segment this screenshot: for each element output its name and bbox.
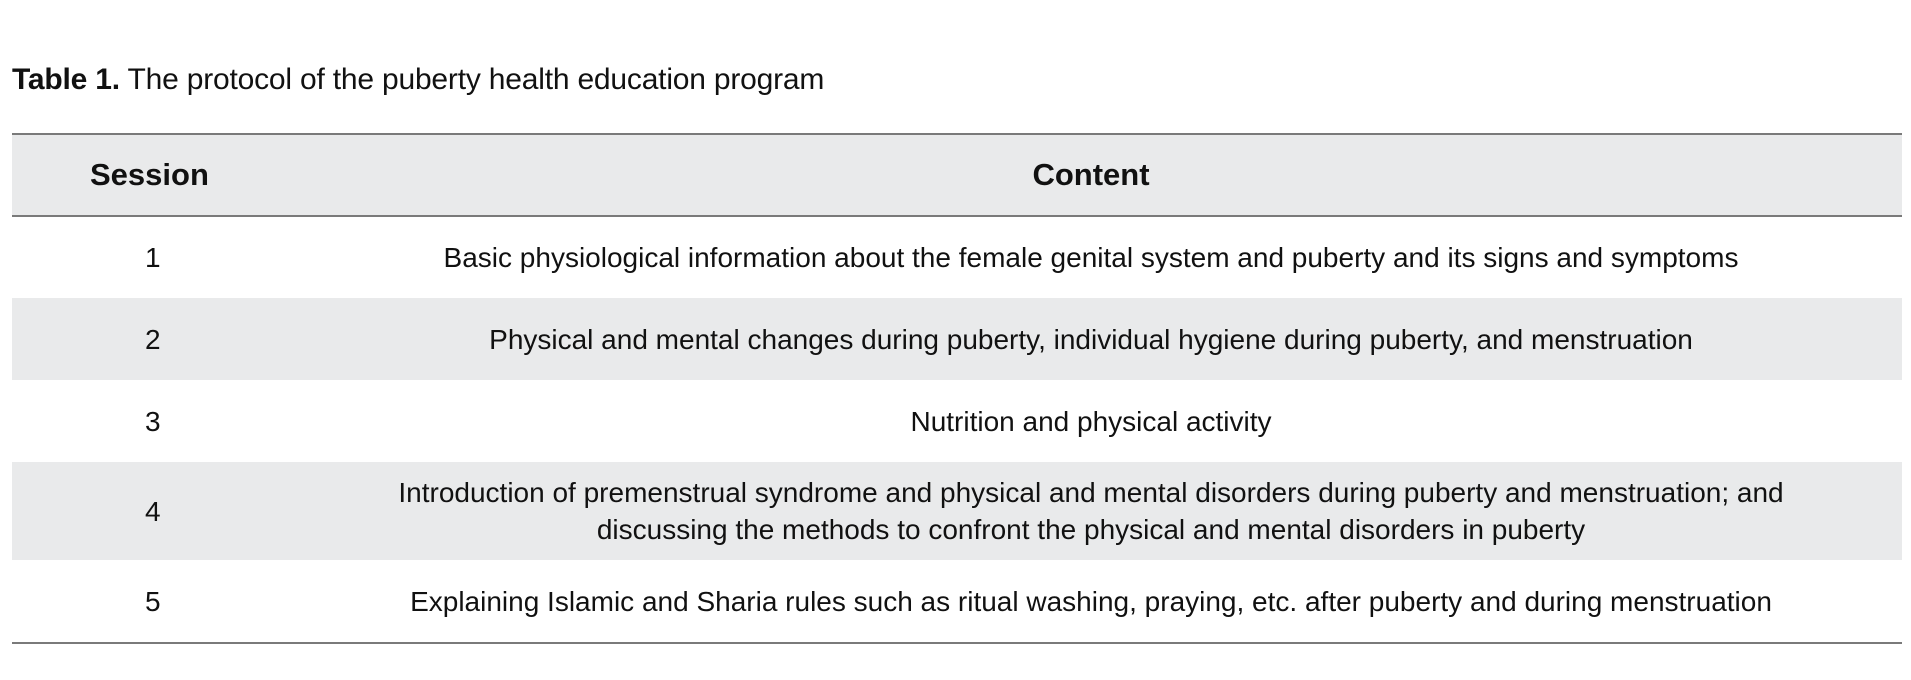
content-cell-line: discussing the methods to confront the physical and mental disorders in puberty [596,514,1586,545]
protocol-table-grid [12,135,1902,642]
content-cell-line: Introduction of premenstrual syndrome and physical and mental disorders during puberty and menstruation; and [398,477,1784,508]
table-row [12,560,1902,642]
column-header-session: Session [12,135,280,216]
content-cell: Explaining Islamic and Sharia rules such as ritual washing, praying, etc. after puberty and during menstruation [410,585,1772,617]
table-header [12,135,1902,216]
table-row [12,380,1902,462]
table-header-row [12,135,1902,216]
table-body [12,216,1902,642]
table-caption-label: Table 1. [12,63,120,96]
session-cell: 2 [145,323,161,355]
content-cell: Physical and mental changes during puberty, individual hygiene during puberty, and menstruation [489,323,1693,355]
content-cell [280,462,1902,560]
session-cell: 3 [145,405,161,437]
content-cell: Basic physiological information about the female genital system and puberty and its signs and symptoms [443,242,1739,273]
table-row [12,216,1902,298]
content-cell: Nutrition and physical activity [910,405,1272,437]
session-cell: 5 [145,585,161,617]
table-caption [12,58,824,102]
table-row [12,298,1902,380]
table-caption-text: The protocol of the puberty health education program [127,63,825,96]
column-header-content: Content [280,135,1902,216]
protocol-table [12,133,1902,644]
session-cell: 4 [145,495,161,527]
session-cell: 1 [145,242,161,273]
table-row [12,462,1902,560]
